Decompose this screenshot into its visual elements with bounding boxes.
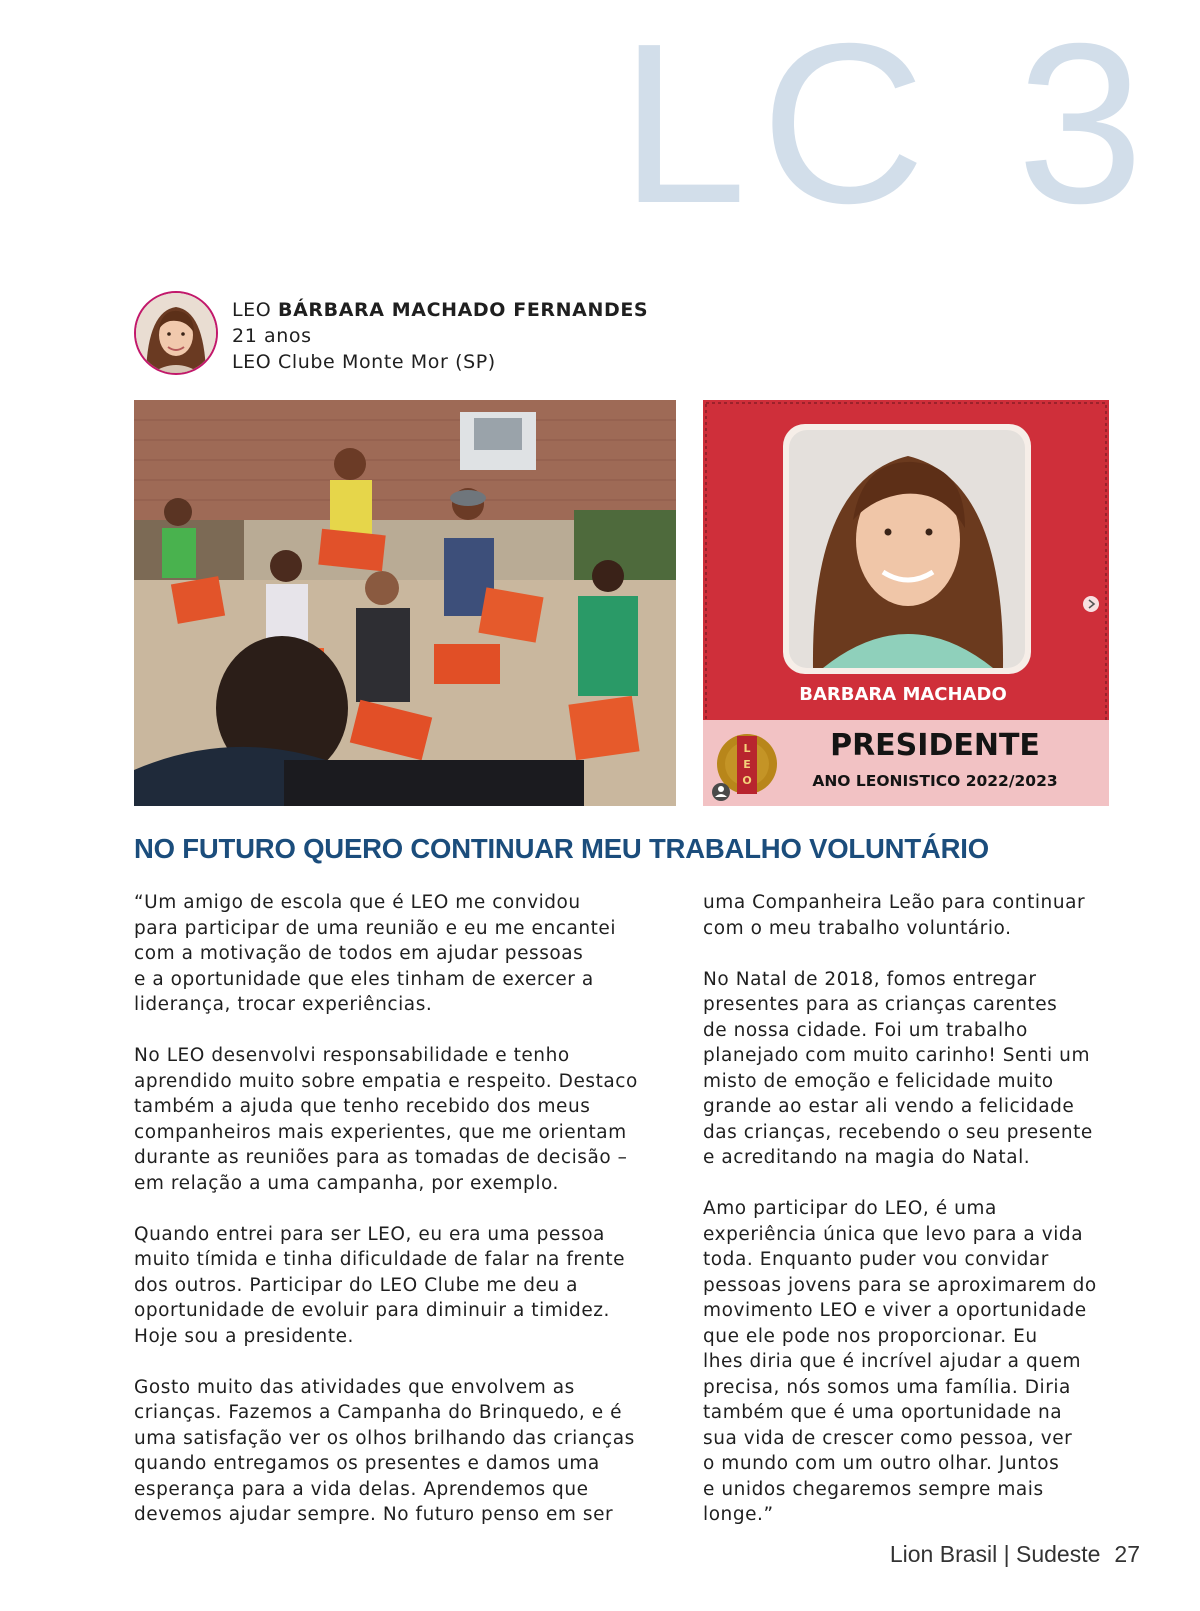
paragraph-line: também a ajuda que tenho recebido dos meus [134, 1096, 591, 1117]
article-paragraph [134, 890, 674, 1018]
paragraph-line: presentes para as crianças carentes [703, 994, 1058, 1015]
article-paragraph [134, 1375, 674, 1528]
article-paragraph [703, 967, 1123, 1171]
paragraph-line: planejado com muito carinho! Senti um [703, 1045, 1091, 1066]
paragraph-line: muito tímida e tinha dificuldade de falar na frente [134, 1249, 626, 1270]
paragraph-line: toda. Enquanto puder vou convidar [703, 1249, 1049, 1270]
paragraph-line: Amo participar do LEO, é uma [703, 1198, 997, 1219]
paragraph-line: o mundo com um outro olhar. Juntos [703, 1453, 1060, 1474]
paragraph-line: Hoje sou a presidente. [134, 1325, 354, 1347]
carousel-next-icon [1083, 596, 1099, 612]
paragraph-line: movimento LEO e viver a oportunidade [703, 1300, 1087, 1321]
president-poster-graphic [703, 400, 1109, 806]
paragraph-line: Gosto muito das atividades que envolvem as [134, 1376, 575, 1398]
profile-info [232, 297, 648, 375]
poster-role: PRESIDENTE [830, 728, 1040, 763]
article-headline: NO FUTURO QUERO CONTINUAR MEU TRABALHO VOLUNTÁRIO [134, 833, 989, 864]
page-footer [890, 1541, 1140, 1568]
paragraph-line: “Um amigo de escola que é LEO me convidou [134, 892, 581, 913]
profile-name-line [232, 297, 648, 323]
paragraph-line: No LEO desenvolvi responsabilidade e tenho [134, 1045, 570, 1066]
paragraph-line: e a oportunidade que eles tinham de exercer a [134, 968, 594, 990]
svg-text:L: L [743, 742, 751, 755]
paragraph-line: quando entregamos os presentes e damos uma [134, 1453, 600, 1474]
paragraph-line: com o meu trabalho voluntário. [703, 917, 1012, 939]
profile-club: LEO Clube Monte Mor (SP) [232, 351, 496, 373]
article-column-right [703, 890, 1123, 1528]
paragraph-line: grande ao estar ali vendo a felicidade [703, 1096, 1075, 1117]
paragraph-line: companheiros mais experientes, que me orientam [134, 1121, 627, 1143]
paragraph-line: aprendido muito sobre empatia e respeito. Destaco [134, 1070, 638, 1092]
paragraph-line: com a motivação de todos em ajudar pessoas [134, 943, 584, 964]
paragraph-line: uma satisfação ver os olhos brilhando das crianças [134, 1427, 635, 1449]
profile-age: 21 anos [232, 325, 312, 347]
children-gifts-photo [134, 400, 676, 806]
profile-name: BÁRBARA MACHADO FERNANDES [278, 299, 649, 321]
paragraph-line: devemos ajudar sempre. No futuro penso em ser [134, 1504, 614, 1525]
publication-name: Lion Brasil | Sudeste [889, 1541, 1101, 1567]
paragraph-line: No Natal de 2018, fomos entregar [703, 968, 1037, 990]
avatar-portrait-icon [136, 293, 216, 373]
paragraph-line: e acreditando na magia do Natal. [703, 1147, 1031, 1168]
paragraph-line: liderança, trocar experiências. [134, 994, 433, 1015]
paragraph-line: oportunidade de evoluir para diminuir a timidez. [134, 1300, 610, 1321]
decorative-section-title: LC 3 [620, 0, 1158, 251]
president-poster [703, 400, 1109, 806]
article-column-left [134, 890, 674, 1528]
svg-text:O: O [742, 774, 752, 787]
paragraph-line: também que é uma oportunidade na [703, 1402, 1063, 1423]
article-paragraph [703, 890, 1123, 941]
paragraph-line: das crianças, recebendo o seu presente [703, 1121, 1093, 1143]
paragraph-line: e unidos chegaremos sempre mais [703, 1478, 1044, 1500]
paragraph-line: crianças. Fazemos a Campanha do Brinquedo, e é [134, 1402, 623, 1423]
paragraph-line: durante as reuniões para as tomadas de decisão – [134, 1147, 628, 1168]
paragraph-line: que ele pode nos proporcionar. Eu [703, 1325, 1038, 1347]
article-paragraph [703, 1196, 1123, 1528]
paragraph-line: dos outros. Participar do LEO Clube me deu a [134, 1274, 579, 1296]
paragraph-line: lhes diria que é incrível ajudar a quem [703, 1351, 1082, 1372]
paragraph-line: esperança para a vida delas. Aprendemos que [134, 1478, 589, 1500]
page-number: 27 [1114, 1541, 1140, 1567]
paragraph-line: de nossa cidade. Foi um trabalho [703, 1019, 1028, 1041]
profile-prefix: LEO [232, 299, 278, 321]
paragraph-line: Quando entrei para ser LEO, eu era uma pessoa [134, 1223, 605, 1245]
paragraph-line: experiência única que levo para a vida [703, 1223, 1084, 1245]
article-paragraph [134, 1043, 674, 1196]
poster-period: ANO LEONISTICO 2022/2023 [812, 772, 1058, 790]
paragraph-line: misto de emoção e felicidade muito [703, 1070, 1054, 1092]
profile-avatar [134, 291, 218, 375]
svg-text:E: E [743, 758, 751, 771]
paragraph-line: para participar de uma reunião e eu me encantei [134, 917, 617, 939]
paragraph-line: sua vida de crescer como pessoa, ver [703, 1427, 1073, 1449]
paragraph-line: precisa, nós somos uma família. Diria [703, 1376, 1071, 1398]
paragraph-line: pessoas jovens para se aproximarem do [703, 1274, 1097, 1296]
children-with-gifts-image [134, 400, 676, 806]
paragraph-line: uma Companheira Leão para continuar [703, 892, 1086, 913]
article-paragraph [134, 1222, 674, 1350]
paragraph-line: longe.” [703, 1504, 774, 1525]
poster-name: BARBARA MACHADO [799, 684, 1007, 705]
paragraph-line: em relação a uma campanha, por exemplo. [134, 1172, 559, 1194]
